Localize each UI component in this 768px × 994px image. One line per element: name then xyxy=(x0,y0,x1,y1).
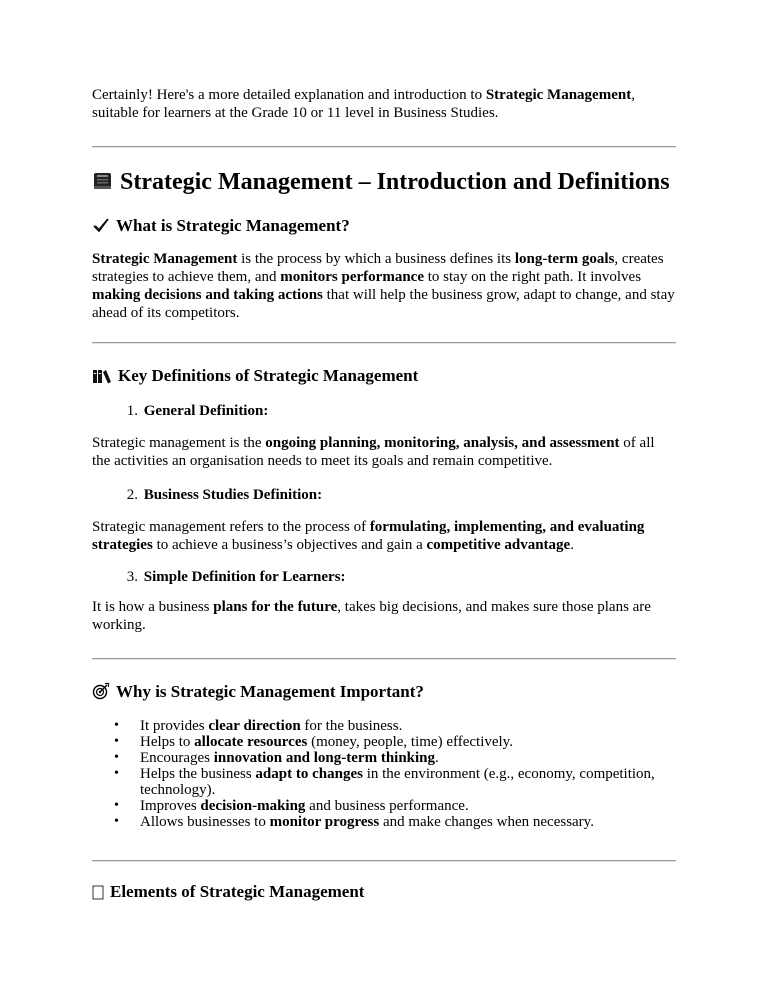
list-item xyxy=(92,798,676,814)
text-run: in the environment (e.g., economy, competition, technology). xyxy=(140,766,655,798)
text-run: that will help the business grow, adapt to change, and stay ahead of its competitors. xyxy=(92,287,675,321)
section-heading-what: What is Strategic Management? xyxy=(92,216,676,239)
text-run: Strategic management is the xyxy=(92,435,266,451)
bold-text: Strategic Management xyxy=(92,251,238,267)
text-run: Allows businesses to xyxy=(140,814,270,830)
divider xyxy=(92,658,676,660)
check-mark-icon xyxy=(92,216,110,239)
bold-text: plans for the future xyxy=(213,599,338,615)
definition-3-text xyxy=(92,598,676,634)
text-run: to stay on the right path. It involves xyxy=(423,269,642,285)
text-run: and make changes when necessary. xyxy=(379,814,594,830)
divider xyxy=(92,146,676,148)
text-run: Improves xyxy=(140,798,201,814)
bold-text: monitor progress xyxy=(269,814,380,830)
importance-list xyxy=(92,718,676,830)
what-paragraph xyxy=(92,250,676,322)
list-item xyxy=(92,814,676,830)
section-heading-elements: Elements of Strategic Management xyxy=(92,882,676,905)
definition-2-title: 2. Business Studies Definition: xyxy=(126,487,323,503)
page-title: Strategic Management – Introduction and Definitions xyxy=(92,168,676,199)
definition-3-title: 3. Simple Definition for Learners: xyxy=(126,569,346,585)
text-run: . xyxy=(570,537,574,553)
bold-text: monitors performance xyxy=(280,269,424,285)
bold-text: decision-making xyxy=(200,798,306,814)
list-item xyxy=(92,718,676,734)
target-icon xyxy=(92,682,110,705)
definition-1-text xyxy=(92,434,676,470)
bold-text: competitive advantage xyxy=(426,537,571,553)
text-run: and business performance. xyxy=(305,798,469,814)
text-run: It provides xyxy=(140,718,209,734)
list-item xyxy=(92,750,676,766)
text-run: Helps the business xyxy=(140,766,256,782)
definition-2-text xyxy=(92,518,676,554)
text-run: Encourages xyxy=(140,750,214,766)
text-run: is the process by which a business defines its xyxy=(237,251,515,267)
text-run: Helps to xyxy=(140,734,195,750)
section-heading-why: Why is Strategic Management Important? xyxy=(92,682,676,705)
bold-text: formulating, implementing, and evaluating strategies xyxy=(92,519,645,553)
text-run: Strategic management refers to the process of xyxy=(92,519,370,535)
text-run: , takes big decisions, and makes sure those plans are working. xyxy=(92,599,651,633)
list-item xyxy=(92,734,676,750)
books-icon xyxy=(92,368,112,389)
book-icon xyxy=(92,170,114,199)
bold-text: allocate resources xyxy=(194,734,308,750)
section-heading-definitions: Key Definitions of Strategic Management xyxy=(92,366,676,389)
text-run: . xyxy=(435,750,439,766)
bold-text: ongoing planning, monitoring, analysis, and assessment xyxy=(265,435,620,451)
text-run: It is how a business xyxy=(92,599,214,615)
intro-paragraph: Certainly! Here's a more detailed explanation and introduction to Strategic Management, suitable for learners at the Grade 10 or 11 level in Business Studies. xyxy=(92,87,635,121)
bold-text: innovation and long-term thinking xyxy=(213,750,436,766)
bold-text: making decisions and taking actions xyxy=(92,287,323,303)
bold-text: long-term goals xyxy=(514,251,615,267)
text-run: , creates strategies to achieve them, and xyxy=(92,251,664,285)
divider xyxy=(92,860,676,862)
definition-1-title: 1. General Definition: xyxy=(126,403,269,419)
divider xyxy=(92,342,676,344)
missing-glyph-icon xyxy=(92,884,104,905)
list-item xyxy=(92,766,676,798)
text-run: for the business. xyxy=(300,718,403,734)
text-run: of all the activities an organisation needs to meet its goals and remain competitive. xyxy=(92,435,655,469)
bold-text: clear direction xyxy=(208,718,301,734)
text-run: (money, people, time) effectively. xyxy=(307,734,513,750)
bold-text: adapt to changes xyxy=(255,766,363,782)
text-run: to achieve a business’s objectives and gain a xyxy=(152,537,427,553)
